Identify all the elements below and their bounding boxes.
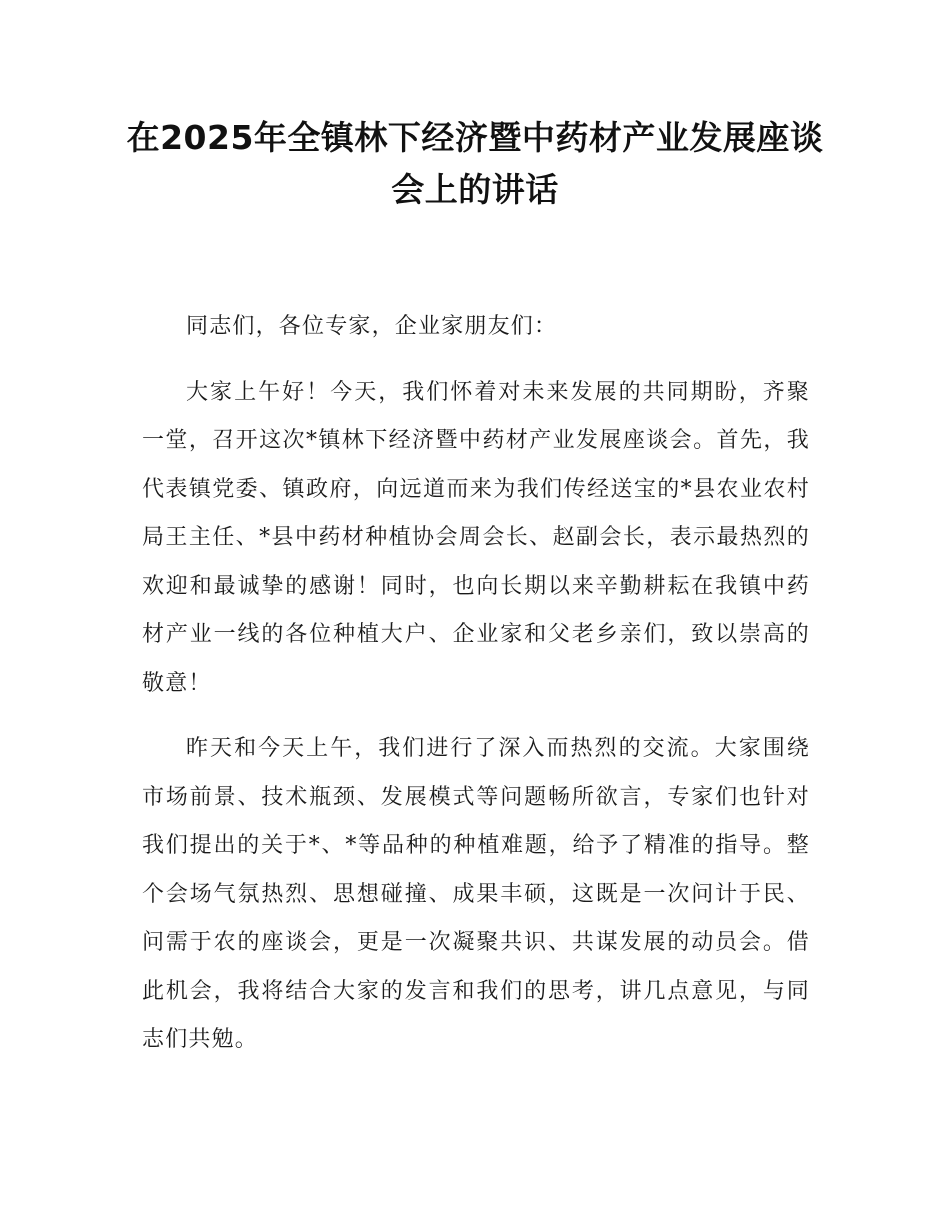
paragraph-salutation: 同志们，各位专家，企业家朋友们：: [186, 314, 558, 339]
paragraph-summary: 昨天和今天上午，我们进行了深入而热烈的交流。大家围绕市场前景、技术瓶颈、发展模式等问题畅所欲言，专家们也针对我们提出的关于*、*等品种的种植难题，给予了精准的指导。整个会场气氛热烈、思想碰撞、成果丰硕，这既是一次问计于民、问需于农的座谈会，更是一次凝聚共识、共谋发展的动员会。借此机会，我将结合大家的发言和我们的思考，讲几点意见，与同志们共勉。: [142, 736, 810, 1052]
paragraph-greeting: 大家上午好！今天，我们怀着对未来发展的共同期盼，齐聚一堂，召开这次*镇林下经济暨中药材产业发展座谈会。首先，我代表镇党委、镇政府，向远道而来为我们传经送宝的*县农业农村局王主任、*县中药材种植协会周会长、赵副会长，表示最热烈的欢迎和最诚挚的感谢！同时，也向长期以来辛勤耕耘在我镇中药材产业一线的各位种植大户、企业家和父老乡亲们，致以崇高的敬意！: [142, 379, 810, 696]
document-body: [142, 303, 810, 1082]
document-title: 在2025年全镇林下经济暨中药材产业发展座谈会上的讲话: [126, 118, 824, 209]
